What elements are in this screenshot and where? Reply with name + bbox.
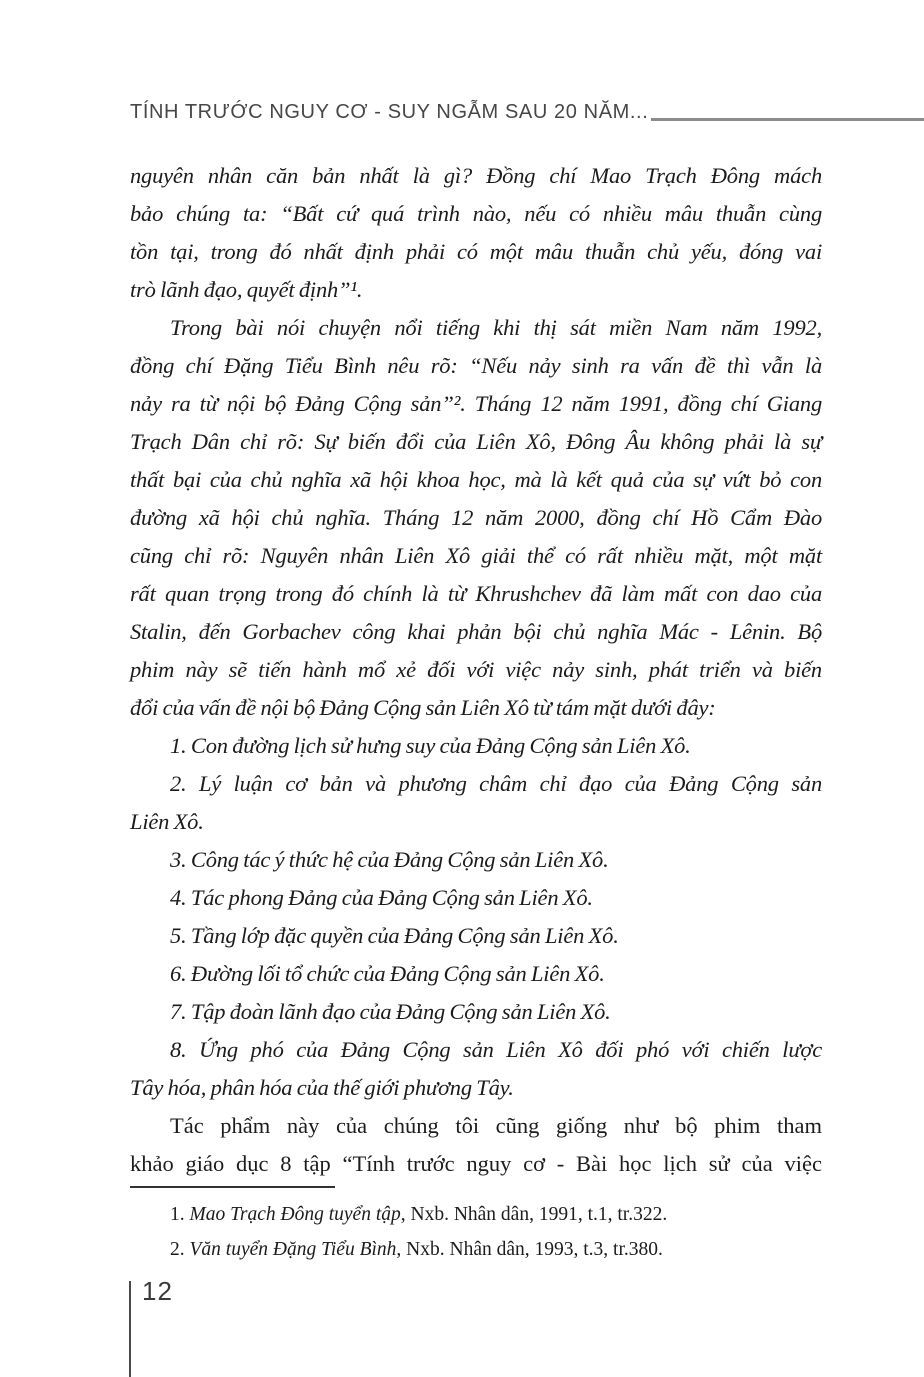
footnote-citation: , Nxb. Nhân dân, 1993, t.3, tr.380. bbox=[396, 1239, 663, 1260]
list-item-line: 8. Ứng phó của Đảng Cộng sản Liên Xô đối phó với chiến lược bbox=[170, 1037, 822, 1062]
body-line: phim này sẽ tiến hành mổ xẻ đối với việc nảy sinh, phát triển và biến bbox=[130, 657, 822, 682]
body-line: Tác phẩm này của chúng tôi cũng giống như bộ phim tham bbox=[170, 1113, 822, 1138]
list-item-line: 7. Tập đoàn lãnh đạo của Đảng Cộng sản Liên Xô. bbox=[170, 999, 611, 1024]
body-line: Trong bài nói chuyện nổi tiếng khi thị sát miền Nam năm 1992, bbox=[170, 315, 822, 340]
footnote bbox=[130, 1197, 822, 1232]
list-item-line: 6. Đường lối tổ chức của Đảng Cộng sản Liên Xô. bbox=[170, 961, 605, 986]
page-margin-line bbox=[129, 1281, 131, 1377]
footnote-citation: , Nxb. Nhân dân, 1991, t.1, tr.322. bbox=[400, 1204, 668, 1225]
footnote bbox=[130, 1232, 822, 1267]
footnote-marker: 2. bbox=[170, 1239, 190, 1260]
list-item-line: 1. Con đường lịch sử hưng suy của Đảng Cộng sản Liên Xô. bbox=[170, 733, 691, 758]
page-number: 12 bbox=[142, 1276, 173, 1306]
header-rule bbox=[651, 118, 924, 121]
body-line: cũng chỉ rõ: Nguyên nhân Liên Xô giải thể có rất nhiều mặt, một mặt bbox=[130, 543, 822, 568]
footnote-separator bbox=[130, 1186, 335, 1188]
footnote-work-title: Văn tuyển Đặng Tiểu Bình bbox=[189, 1239, 397, 1260]
body-line: nguyên nhân căn bản nhất là gì? Đồng chí Mao Trạch Đông mách bbox=[130, 163, 822, 188]
body-text bbox=[130, 157, 822, 1183]
body-line: rất quan trọng trong đó chính là từ Khrushchev đã làm mất con dao của bbox=[130, 581, 822, 606]
footnotes bbox=[130, 1186, 822, 1267]
body-line: Stalin, đến Gorbachev công khai phản bội chủ nghĩa Mác - Lênin. Bộ bbox=[130, 619, 822, 644]
body-line: trò lãnh đạo, quyết định”¹. bbox=[130, 277, 363, 302]
body-line: tồn tại, trong đó nhất định phải có một mâu thuẫn chủ yếu, đóng vai bbox=[130, 239, 822, 264]
list-item-line: 5. Tầng lớp đặc quyền của Đảng Cộng sản Liên Xô. bbox=[170, 923, 619, 948]
body-line: đồng chí Đặng Tiểu Bình nêu rõ: “Nếu nảy sinh ra vấn đề thì vẫn là bbox=[130, 353, 822, 378]
list-item-line: 4. Tác phong Đảng của Đảng Cộng sản Liên Xô. bbox=[170, 885, 593, 910]
body-line: đường xã hội chủ nghĩa. Tháng 12 năm 2000, đồng chí Hồ Cẩm Đào bbox=[130, 505, 822, 530]
body-line: nảy ra từ nội bộ Đảng Cộng sản”². Tháng 12 năm 1991, đồng chí Giang bbox=[130, 391, 822, 416]
footnote-work-title: Mao Trạch Đông tuyển tập bbox=[189, 1204, 401, 1225]
list-item-line: 3. Công tác ý thức hệ của Đảng Cộng sản Liên Xô. bbox=[170, 847, 609, 872]
running-header-title: TÍNH TRƯỚC NGUY CƠ - SUY NGẪM SAU 20 NĂM... bbox=[130, 101, 649, 123]
list-item-line: 2. Lý luận cơ bản và phương châm chỉ đạo của Đảng Cộng sản bbox=[170, 771, 822, 796]
body-line: bảo chúng ta: “Bất cứ quá trình nào, nếu có nhiều mâu thuẫn cùng bbox=[130, 201, 822, 226]
body-line: Trạch Dân chỉ rõ: Sự biến đổi của Liên Xô, Đông Âu không phải là sự bbox=[130, 429, 822, 454]
footnote-marker: 1. bbox=[170, 1204, 190, 1225]
list-item-line: Liên Xô. bbox=[130, 809, 204, 834]
body-line: đổi của vấn đề nội bộ Đảng Cộng sản Liên Xô từ tám mặt dưới đây: bbox=[130, 695, 716, 720]
body-line: thất bại của chủ nghĩa xã hội khoa học, mà là kết quả của sự vứt bỏ con bbox=[130, 467, 822, 492]
body-line: khảo giáo dục 8 tập “Tính trước nguy cơ - Bài học lịch sử của việc bbox=[130, 1151, 822, 1176]
running-header bbox=[130, 101, 924, 124]
list-item-line: Tây hóa, phân hóa của thế giới phương Tây. bbox=[130, 1075, 514, 1100]
